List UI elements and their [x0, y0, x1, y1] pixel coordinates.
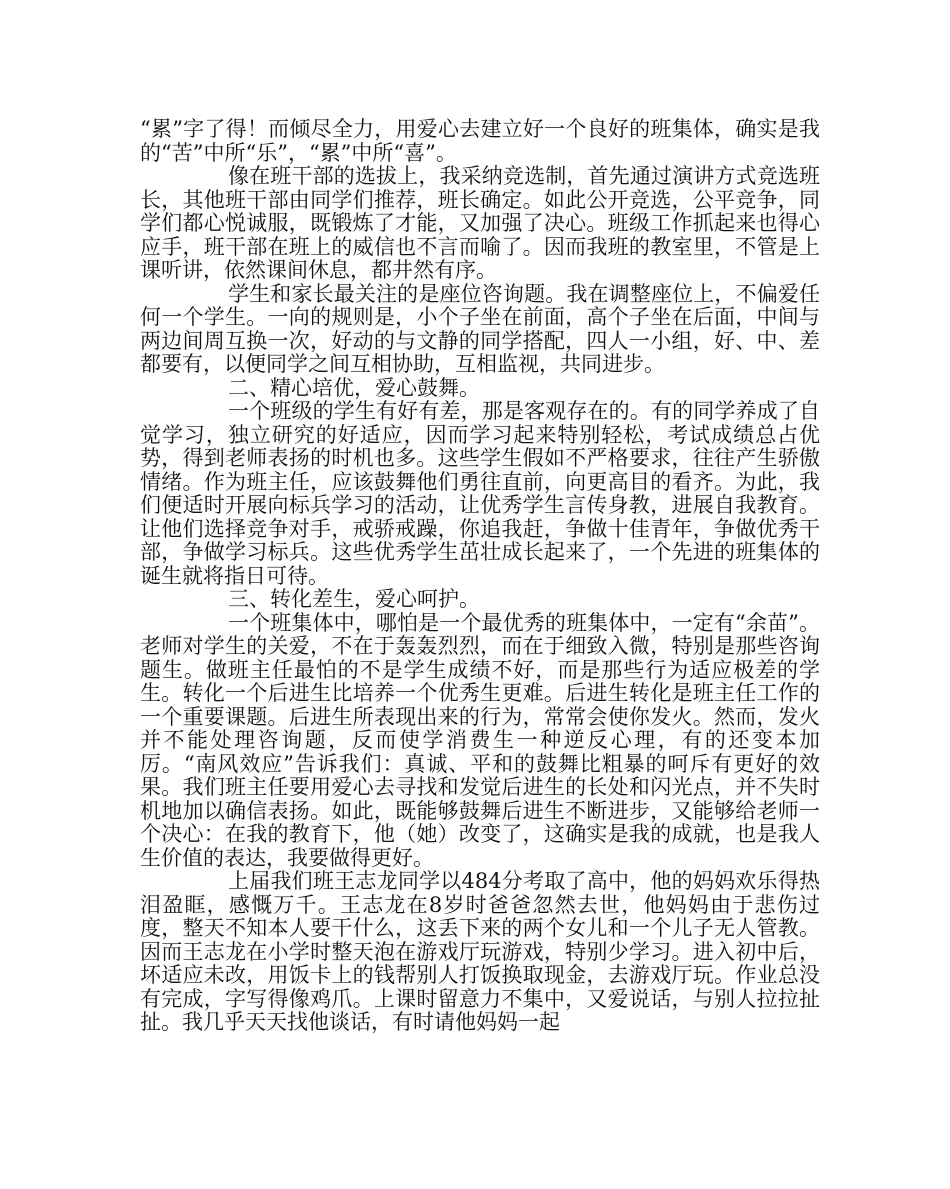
- paragraph-2: 像在班干部的选拔上，我采纳竞选制，首先通过演讲方式竞选班长，其他班干部由同学们推荐，班长确定。如此公开竞选，公平竞争，同学们都心悦诚服，既锻炼了才能，又加强了决心。班级工作抓起来也得心应手，班干部在班上的威信也不言而喻了。因而我班的教室里，不管是上课听讲，依然课间休息，都井然有序。: [140, 164, 820, 282]
- paragraph-4: 一个班级的学生有好有差，那是客观存在的。有的同学养成了自觉学习，独立研究的好适应，因而学习起来特别轻松，考试成绩总占优势，得到老师表扬的时机也多。这些学生假如不严格要求，往往产生骄傲情绪。作为班主任，应该鼓舞他们勇往直前，向更高目的看齐。为此，我们便适时开展向标兵学习的活动，让优秀学生言传身教，进展自我教育。让他们选择竞争对手，戒骄戒躁，你追我赶，争做十佳青年，争做优秀干部，争做学习标兵。这些优秀学生茁壮成长起来了，一个先进的班集体的诞生就将指日可待。: [140, 399, 820, 588]
- section-heading-2: 二、精心培优，爱心鼓舞。: [228, 375, 480, 400]
- paragraph-3: 学生和家长最关注的是座位咨询题。我在调整座位上，不偏爱任何一个学生。一向的规则是，小个子坐在前面，高个子坐在后面，中间与两边间周互换一次，好动的与文静的同学搭配，四人一小组，好、中、差都要有，以便同学之间互相协助，互相监视，共同进步。: [140, 281, 820, 376]
- section-heading-3: 三、转化差生，爱心呵护。: [228, 587, 480, 611]
- document-page: [140, 118, 820, 1035]
- paragraph-1: “累”字了得！而倾尽全力，用爱心去建立好一个良好的班集体，确实是我的“苦”中所“乐”，“累”中所“喜”。: [140, 117, 820, 165]
- paragraph-6: 上届我们班王志龙同学以484分考取了高中，他的妈妈欢乐得热泪盈眶，感慨万千。王志龙在8岁时爸爸忽然去世，他妈妈由于悲伤过度，整天不知本人要干什么，这丢下来的两个女儿和一个儿子无人管教。因而王志龙在小学时整天泡在游戏厅玩游戏，特别少学习。进入初中后，坏适应未改，用饭卡上的钱帮别人打饭换取现金，去游戏厅玩。作业总没有完成，字写得像鸡爪。上课时留意力不集中，又爱说话，与别人拉拉扯扯。我几乎天天找他谈话，有时请他妈妈一起: [140, 869, 820, 1034]
- paragraph-5: 一个班集体中，哪怕是一个最优秀的班集体中，一定有“余苗”。老师对学生的关爱，不在于轰轰烈烈，而在于细致入微，特别是那些咨询题生。做班主任最怕的不是学生成绩不好，而是那些行为适应极差的学生。转化一个后进生比培养一个优秀生更难。后进生转化是班主任工作的一个重要课题。后进生所表现出来的行为，常常会使你发火。然而，发火并不能处理咨询题，反而使学消费生一种逆反心理，有的还变本加厉。“南风效应”告诉我们：真诚、平和的鼓舞比粗暴的呵斥有更好的效果。我们班主任要用爱心去寻找和发觉后进生的长处和闪光点，并不失时机地加以确信表扬。如此，既能够鼓舞后进生不断进步，又能够给老师一个决心：在我的教育下，他（她）改变了，这确实是我的成就，也是我人生价值的表达，我要做得更好。: [140, 610, 820, 870]
